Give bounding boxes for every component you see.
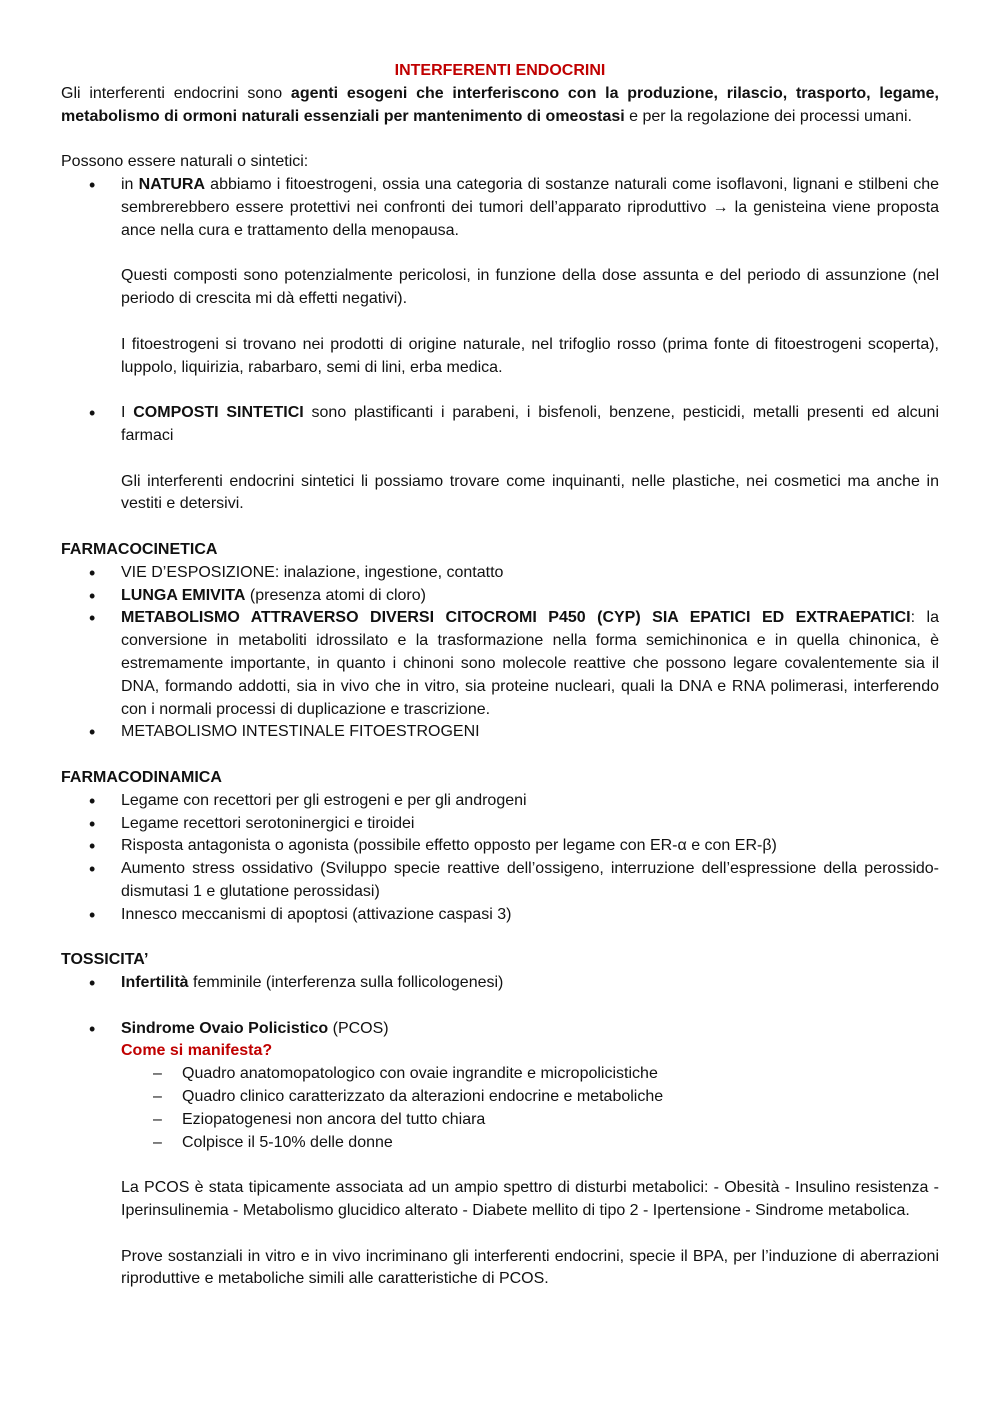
intro-text-a: Gli interferenti endocrini sono bbox=[61, 85, 291, 102]
intro-text-c: e per la regolazione dei processi umani. bbox=[624, 107, 912, 125]
list-item: • Legame con recettori per gli estrogeni e per gli androgeni bbox=[61, 790, 939, 813]
document-page bbox=[61, 60, 939, 1291]
list-item: • Legame recettori serotoninergici e tiroidei bbox=[61, 813, 939, 836]
dash-item: – Quadro clinico caratterizzato da alterazioni endocrine e metaboliche bbox=[61, 1086, 939, 1109]
natura-paragraph-3: I fitoestrogeni si trovano nei prodotti di origine naturale, nel trifoglio rosso (prima fonte di fitoestrogeni scoperta), luppolo, liquirizia, rabarbaro, semi di lini, erba medica. bbox=[121, 335, 939, 376]
emivita-bold: LUNGA EMIVITA bbox=[121, 586, 246, 604]
pcos-paragraph-1: La PCOS è stata tipicamente associata ad un ampio spettro di disturbi metabolici: - Obesità - Insulino resistenza - Iperinsulinemia - Metabolismo glucidico alterato - Diabete mellito di tipo 2 - Ipertensione - Sindrome metabolica. bbox=[121, 1179, 939, 1220]
pcos-bold: Sindrome Ovaio Policistico bbox=[121, 1019, 329, 1037]
list-item: • Risposta antagonista o agonista (possibile effetto opposto per legame con ER-α e con ER-β) bbox=[61, 835, 939, 858]
dash-item: – Colpisce il 5-10% delle donne bbox=[61, 1132, 939, 1155]
dash-item: – Quadro anatomopatologico con ovaie ingrandite e micropolicistiche bbox=[61, 1063, 939, 1086]
list-item-sintetici bbox=[61, 402, 939, 516]
pcos-text: (PCOS) bbox=[328, 1019, 389, 1037]
origin-intro: Possono essere naturali o sintetici: bbox=[61, 153, 309, 171]
intro-bold-definition: agenti esogeni che interferiscono con la produzione, rilascio, trasporto, legame, metabolismo di ormoni naturali essenziali per mantenimento di omeostasi bbox=[61, 85, 939, 125]
sintetici-pre: I bbox=[121, 404, 134, 422]
natura-text: abbiamo i fitoestrogeni, ossia una categoria di sostanze naturali come isoflavoni, lignani e stilbeni che sembrerebbero essere protettivi nei confronti dei tumori dell’apparato riproduttivo → la genisteina viene proposta ance nella cura e trattamento della menopausa. bbox=[121, 176, 939, 239]
pcos-question: Come si manifesta? bbox=[121, 1042, 273, 1060]
emivita-text: (presenza atomi di cloro) bbox=[245, 586, 426, 604]
list-item bbox=[61, 585, 939, 608]
list-item-infertilita bbox=[61, 972, 939, 1018]
tossicita-list bbox=[61, 972, 939, 1063]
section-heading-farmacocinetica: FARMACOCINETICA bbox=[61, 540, 218, 558]
intro-paragraph bbox=[61, 83, 939, 129]
infertilita-text: femminile (interferenza sulla follicologenesi) bbox=[188, 974, 504, 992]
pcos-paragraph-2: Prove sostanziali in vitro e in vivo incriminano gli interferenti endocrini, specie il BPA, per l’induzione di aberrazioni riproduttive e metaboliche simili alle caratteristiche di PCOS. bbox=[121, 1247, 939, 1288]
farmacocinetica-list bbox=[61, 562, 939, 744]
farmacodinamica-list bbox=[61, 790, 939, 927]
sintetici-paragraph-2: Gli interferenti endocrini sintetici li possiamo trovare come inquinanti, nelle plastiche, nei cosmetici ma anche in vestiti e detersivi. bbox=[121, 472, 939, 513]
sintetici-bold: COMPOSTI SINTETICI bbox=[133, 404, 304, 422]
list-item bbox=[61, 607, 939, 721]
metabolismo-bold: METABOLISMO ATTRAVERSO DIVERSI CITOCROMI P450 (CYP) SIA EPATICI ED EXTRAEPATICI bbox=[121, 609, 911, 627]
list-item-natura bbox=[61, 174, 939, 402]
section-heading-farmacodinamica: FARMACODINAMICA bbox=[61, 768, 222, 786]
sintetici-text: sono plastificanti i parabeni, i bisfenoli, benzene, pesticidi, metalli presenti ed alcuni farmaci bbox=[121, 404, 940, 444]
section-heading-tossicita: TOSSICITA’ bbox=[61, 951, 149, 969]
list-item: • Innesco meccanismi di apoptosi (attivazione caspasi 3) bbox=[61, 904, 939, 927]
dash-item: – Eziopatogenesi non ancora del tutto chiara bbox=[61, 1109, 939, 1132]
origin-list bbox=[61, 174, 939, 516]
metabolismo-text: : la conversione in metaboliti idrossilato e la trasformazione nella forma semichinonica e in quella chinonica, è estremamente importante, in quanto i chinoni sono molecole reattive che possono legare covalentemente sia il DNA, formando addotti, sia in vivo che in vitro, sia proteine nucleari, quali la DNA e RNA polimerasi, interferendo con i normali processi di duplicazione e trascrizione. bbox=[121, 609, 940, 718]
list-item: • Aumento stress ossidativo (Sviluppo specie reattive dell’ossigeno, interruzione dell’espressione della perossido-dismutasi 1 e glutatione perossidasi) bbox=[61, 858, 939, 904]
list-item-pcos bbox=[61, 1018, 939, 1064]
infertilita-bold: Infertilità bbox=[121, 974, 189, 992]
list-item: • VIE D’ESPOSIZIONE: inalazione, ingestione, contatto bbox=[61, 562, 939, 585]
list-item: • METABOLISMO INTESTINALE FITOESTROGENI bbox=[61, 721, 939, 744]
natura-pre: in bbox=[121, 176, 139, 194]
document-title: INTERFERENTI ENDOCRINI bbox=[394, 62, 606, 79]
natura-bold: NATURA bbox=[138, 176, 205, 194]
pcos-dash-list bbox=[61, 1063, 939, 1154]
natura-paragraph-2: Questi composti sono potenzialmente pericolosi, in funzione della dose assunta e del periodo di assunzione (nel periodo di crescita mi dà effetti negativi). bbox=[121, 267, 939, 308]
